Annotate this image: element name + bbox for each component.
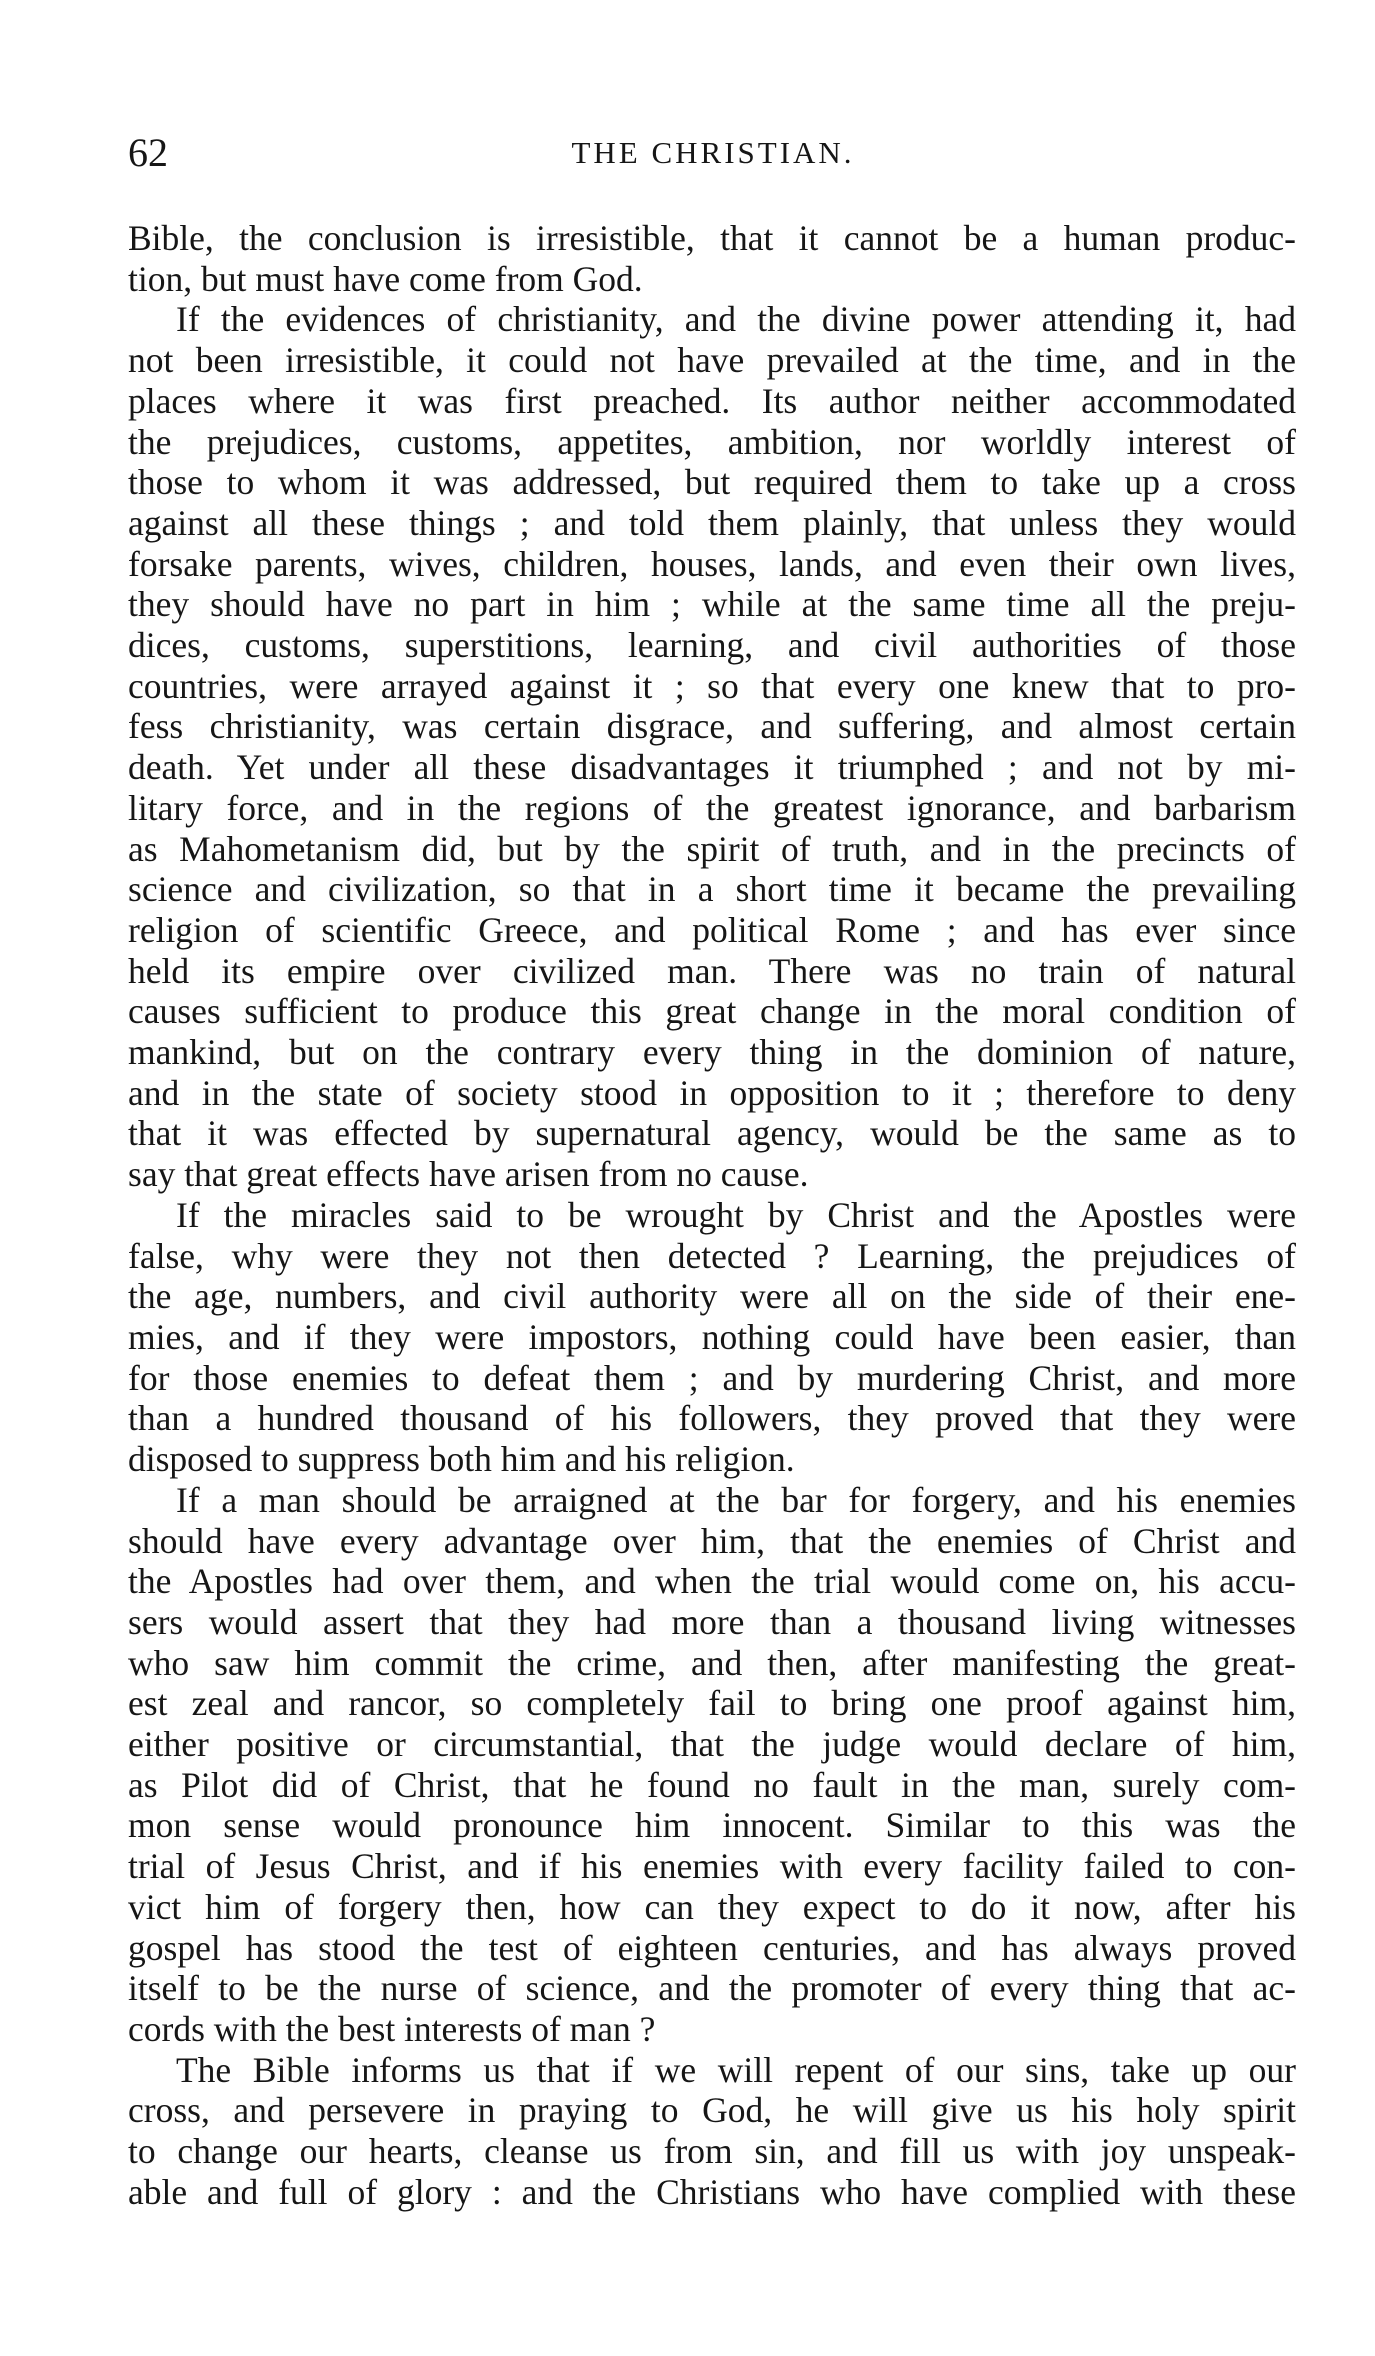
text-line: than a hundred thousand of his followers, they proved that they were [128, 1398, 1296, 1439]
text-line: who saw him commit the crime, and then, after manifesting the great- [128, 1642, 1296, 1683]
text-line: as Mahometanism did, but by the spirit of truth, and in the precincts of [128, 828, 1296, 869]
text-line: mon sense would pronounce him innocent. Similar to this was the [128, 1805, 1296, 1846]
text-line: the Apostles had over them, and when the trial would come on, his accu- [128, 1561, 1296, 1602]
text-line: false, why were they not then detected ? Learning, the prejudices of [128, 1235, 1296, 1276]
text-line: for those enemies to defeat them ; and by murdering Christ, and more [128, 1357, 1296, 1398]
paragraph [128, 218, 1296, 299]
text-line: forsake parents, wives, children, houses, lands, and even their own lives, [128, 543, 1296, 584]
text-line: cords with the best interests of man ? [128, 2008, 656, 2049]
text-line: able and full of glory : and the Christians who have complied with these [128, 2171, 1296, 2212]
text-line: those to whom it was addressed, but required them to take up a cross [128, 462, 1296, 503]
text-line: trial of Jesus Christ, and if his enemies with every facility failed to con- [128, 1846, 1296, 1887]
text-line: causes sufficient to produce this great change in the moral condition of [128, 991, 1296, 1032]
text-line: science and civilization, so that in a short time it became the prevailing [128, 869, 1296, 910]
text-line: fess christianity, was certain disgrace, and suffering, and almost certain [128, 706, 1296, 747]
text-line: litary force, and in the regions of the greatest ignorance, and barbarism [128, 787, 1296, 828]
text-line: countries, were arrayed against it ; so that every one knew that to pro- [128, 665, 1296, 706]
running-title: THE CHRISTIAN. [571, 135, 855, 170]
text-line: If the miracles said to be wrought by Christ and the Apostles were [176, 1194, 1296, 1235]
text-line: mankind, but on the contrary every thing in the dominion of nature, [128, 1032, 1296, 1073]
text-line: to change our hearts, cleanse us from sin, and fill us with joy unspeak- [128, 2131, 1296, 2172]
text-line: not been irresistible, it could not have prevailed at the time, and in the [128, 340, 1296, 381]
text-line: should have every advantage over him, that the enemies of Christ and [128, 1520, 1296, 1561]
paragraph [128, 1480, 1296, 2050]
text-line: the age, numbers, and civil authority were all on the side of their ene- [128, 1276, 1296, 1317]
text-line: cross, and persevere in praying to God, he will give us his holy spirit [128, 2090, 1296, 2131]
text-line: sers would assert that they had more than a thousand living witnesses [128, 1601, 1296, 1642]
text-line: dices, customs, superstitions, learning, and civil authorities of those [128, 625, 1296, 666]
paragraph [128, 2050, 1296, 2213]
paragraph [128, 1195, 1296, 1480]
text-line: against all these things ; and told them plainly, that unless they would [128, 502, 1296, 543]
text-line: held its empire over civilized man. There was no train of natural [128, 950, 1296, 991]
text-line: Bible, the conclusion is irresistible, that it cannot be a human produc- [128, 218, 1296, 258]
text-line: that it was effected by supernatural agency, would be the same as to [128, 1113, 1296, 1154]
text-line: itself to be the nurse of science, and the promoter of every thing that ac- [128, 1968, 1296, 2009]
body-text [128, 218, 1296, 2212]
text-line: tion, but must have come from God. [128, 258, 643, 299]
page-header [128, 128, 1298, 178]
text-line: If a man should be arraigned at the bar for forgery, and his enemies [176, 1479, 1296, 1520]
text-line: If the evidences of christianity, and the divine power attending it, had [176, 299, 1296, 340]
text-line: and in the state of society stood in opposition to it ; therefore to deny [128, 1072, 1296, 1113]
text-line: say that great effects have arisen from no cause. [128, 1154, 809, 1195]
paragraph [128, 299, 1296, 1194]
text-line: either positive or circumstantial, that the judge would declare of him, [128, 1724, 1296, 1765]
text-line: disposed to suppress both him and his religion. [128, 1439, 795, 1480]
page-number: 62 [128, 130, 168, 175]
text-line: The Bible informs us that if we will repent of our sins, take up our [176, 2049, 1296, 2090]
text-line: places where it was first preached. Its author neither accommodated [128, 380, 1296, 421]
text-line: mies, and if they were impostors, nothing could have been easier, than [128, 1316, 1296, 1357]
text-line: est zeal and rancor, so completely fail to bring one proof against him, [128, 1683, 1296, 1724]
text-line: the prejudices, customs, appetites, ambition, nor worldly interest of [128, 421, 1296, 462]
text-line: death. Yet under all these disadvantages it triumphed ; and not by mi- [128, 747, 1296, 788]
text-line: as Pilot did of Christ, that he found no fault in the man, surely com- [128, 1764, 1296, 1805]
text-line: vict him of forgery then, how can they expect to do it now, after his [128, 1886, 1296, 1927]
text-line: religion of scientific Greece, and political Rome ; and has ever since [128, 909, 1296, 950]
text-line: they should have no part in him ; while at the same time all the preju- [128, 584, 1296, 625]
text-line: gospel has stood the test of eighteen centuries, and has always proved [128, 1927, 1296, 1968]
